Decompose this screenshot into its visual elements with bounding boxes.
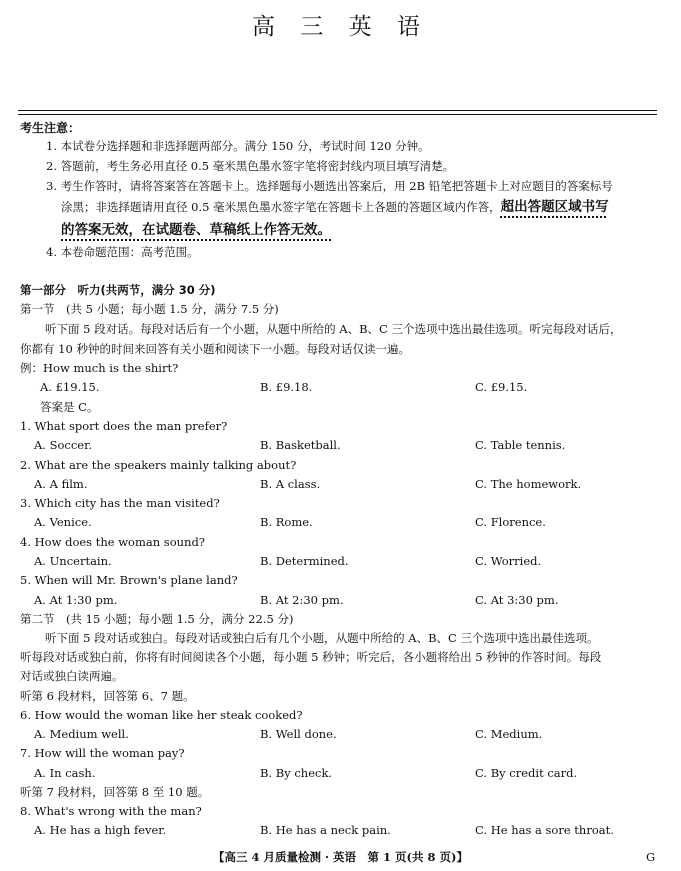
- q8-option-b: B. He has a neck pain.: [260, 823, 391, 837]
- q8-option-c: C. He has a sore throat.: [475, 823, 614, 837]
- section2-instructions-line3: 对话或独白读两遍。: [20, 669, 124, 683]
- q5-option-c: C. At 3:30 pm.: [475, 593, 559, 607]
- part1-heading: 第一部分 听力(共两节，满分 30 分): [20, 283, 216, 297]
- example-question: 例：How much is the shirt?: [20, 361, 179, 375]
- q4-option-b: B. Determined.: [260, 554, 349, 568]
- q1-option-a: A. Soccer.: [34, 438, 92, 452]
- question-3: 3. Which city has the man visited?: [20, 496, 220, 510]
- section1-instructions-line2: 你都有 10 秒钟的时间来回答有关小题和阅读下一小题。每段对话仅读一遍。: [20, 342, 410, 356]
- q7-option-c: C. By credit card.: [475, 766, 578, 780]
- notice-item-4: 4. 本卷命题范围：高考范围。: [46, 245, 199, 259]
- notice-emphasis-a: 超出答题区域书写: [500, 199, 609, 215]
- header-rule-bottom: [18, 114, 657, 115]
- section2-instructions-line1: 听下面 5 段对话或独白。每段对话或独白后有几个小题，从题中所给的 A、B、C 三个选项中选出最佳选项。: [45, 631, 599, 645]
- question-1: 1. What sport does the man prefer?: [20, 419, 228, 433]
- q3-option-b: B. Rome.: [260, 515, 313, 529]
- q2-option-b: B. A class.: [260, 477, 321, 491]
- q6-option-c: C. Medium.: [475, 727, 543, 741]
- material-7-note: 听第 7 段材料，回答第 8 至 10 题。: [20, 785, 210, 799]
- notice-heading: 考生注意：: [20, 121, 81, 135]
- section1-heading: 第一节 (共 5 小题；每小题 1.5 分，满分 7.5 分): [20, 302, 279, 316]
- q3-option-a: A. Venice.: [34, 515, 92, 529]
- example-option-a: A. £19.15.: [40, 380, 100, 394]
- q6-option-b: B. Well done.: [260, 727, 337, 741]
- q2-option-a: A. A film.: [34, 477, 88, 491]
- q8-option-a: A. He has a high fever.: [34, 823, 167, 837]
- paper-code: G: [646, 850, 656, 864]
- example-answer: 答案是 C。: [40, 400, 99, 414]
- question-4: 4. How does the woman sound?: [20, 535, 205, 549]
- question-6: 6. How would the woman like her steak cooked?: [20, 708, 303, 722]
- section2-instructions-line2: 听每段对话或独白前，你将有时间阅读各个小题，每小题 5 秒钟；听完后，各小题将给出 5 秒钟的作答时间。每段: [20, 650, 602, 664]
- notice-item-3-cont-text: 涂黑；非选择题请用直径 0.5 毫米黑色墨水签字笔在答题卡上各题的答题区域内作答，: [61, 200, 501, 214]
- page-footer: 【高三 4 月质量检测 · 英语 第 1 页(共 8 页)】: [213, 850, 468, 864]
- question-7: 7. How will the woman pay?: [20, 746, 185, 760]
- q1-option-c: C. Table tennis.: [475, 438, 566, 452]
- q4-option-a: A. Uncertain.: [34, 554, 112, 568]
- q5-option-b: B. At 2:30 pm.: [260, 593, 344, 607]
- notice-item-2: 2. 答题前，考生务必用直径 0.5 毫米黑色墨水签字笔将密封线内项目填写清楚。: [46, 159, 455, 173]
- q5-option-a: A. At 1:30 pm.: [34, 593, 118, 607]
- section1-instructions-line1: 听下面 5 段对话。每段对话后有一个小题，从题中所给的 A、B、C 三个选项中选出最佳选项。听完每段对话后，: [45, 322, 622, 336]
- section2-heading: 第二节 (共 15 小题；每小题 1.5 分，满分 22.5 分): [20, 612, 294, 626]
- q2-option-c: C. The homework.: [475, 477, 582, 491]
- notice-item-3: 3. 考生作答时，请将答案答在答题卡上。选择题每小题选出答案后，用 2B 铅笔把答题卡上对应题目的答案标号: [46, 179, 613, 193]
- page-title: 高 三 英 语: [252, 14, 429, 40]
- question-5: 5. When will Mr. Brown's plane land?: [20, 573, 238, 587]
- material-6-note: 听第 6 段材料，回答第 6、7 题。: [20, 689, 195, 703]
- example-option-c: C. £9.15.: [475, 380, 528, 394]
- q7-option-a: A. In cash.: [34, 766, 96, 780]
- q1-option-b: B. Basketball.: [260, 438, 341, 452]
- q7-option-b: B. By check.: [260, 766, 333, 780]
- example-option-b: B. £9.18.: [260, 380, 313, 394]
- notice-item-1: 1. 本试卷分选择题和非选择题两部分。满分 150 分，考试时间 120 分钟。: [46, 139, 430, 153]
- question-2: 2. What are the speakers mainly talking about?: [20, 458, 297, 472]
- notice-item-3-cont: [61, 200, 609, 214]
- q3-option-c: C. Florence.: [475, 515, 546, 529]
- notice-emphasis-b: 的答案无效，在试题卷、草稿纸上作答无效。: [61, 222, 331, 238]
- header-rule-top: [18, 110, 657, 111]
- q6-option-a: A. Medium well.: [34, 727, 129, 741]
- q4-option-c: C. Worried.: [475, 554, 542, 568]
- question-8: 8. What's wrong with the man?: [20, 804, 202, 818]
